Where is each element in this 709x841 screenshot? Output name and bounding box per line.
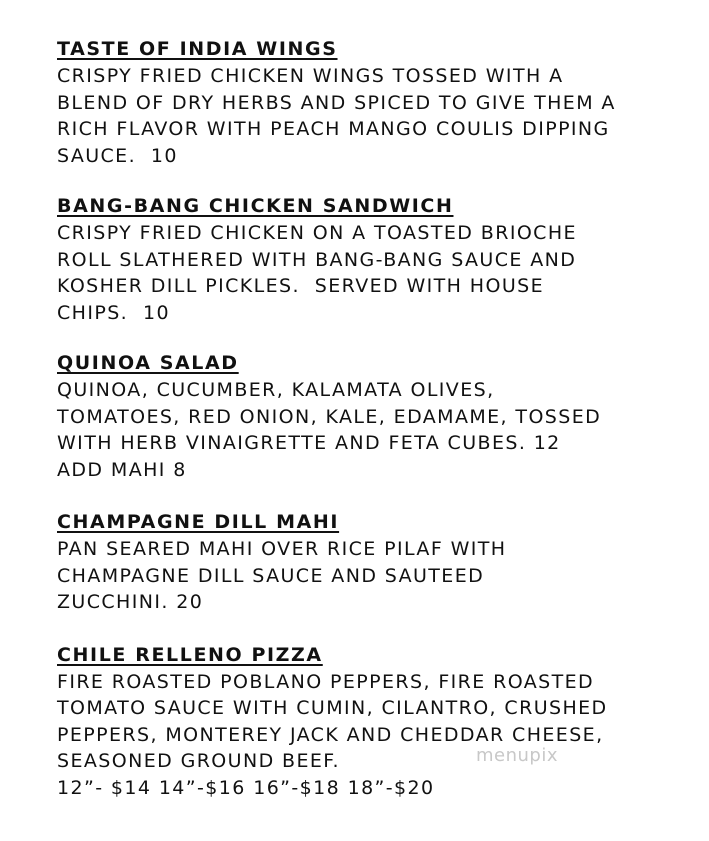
menu-item-champagne-dill-mahi	[57, 509, 697, 616]
menu-item-description-line: ROLL SLATHERED WITH BANG-BANG SAUCE AND	[57, 248, 577, 271]
menu-item-description-line: BLEND OF DRY HERBS AND SPICED TO GIVE THEM A	[57, 91, 616, 114]
menu-item-description-line: CHAMPAGNE DILL SAUCE AND SAUTEED	[57, 564, 485, 587]
menu-item-title: BANG-BANG CHICKEN SANDWICH	[57, 195, 454, 217]
menu-item-description-line: PAN SEARED MAHI OVER RICE PILAF WITH	[57, 538, 507, 560]
menu-item-title: CHAMPAGNE DILL MAHI	[57, 511, 340, 533]
menu-item-description-line: SAUCE. 10	[57, 144, 178, 167]
menu-item-description-line: QUINOA, CUCUMBER, KALAMATA OLIVES,	[57, 379, 495, 401]
item-spacer	[57, 169, 697, 193]
menu-item-title: TASTE OF INDIA WINGS	[57, 38, 338, 60]
item-spacer	[57, 326, 697, 350]
menu-item-description-line: SEASONED GROUND BEEF.	[57, 750, 340, 772]
menu-page	[57, 36, 697, 801]
menu-item-description-line: ZUCCHINI. 20	[57, 591, 204, 613]
menu-item-description-line: KOSHER DILL PICKLES. SERVED WITH HOUSE	[57, 275, 545, 297]
menu-item-description-line: PEPPERS, MONTEREY JACK AND CHEDDAR CHEESE,	[57, 723, 604, 746]
menu-item-description-line: WITH HERB VINAIGRETTE AND FETA CUBES. 12	[57, 432, 561, 454]
item-spacer	[57, 483, 697, 509]
menu-item-description-line: TOMATOES, RED ONION, KALE, EDAMAME, TOSSED	[57, 405, 602, 428]
menu-item-description-line: CRISPY FRIED CHICKEN ON A TOASTED BRIOCHE	[57, 222, 577, 244]
menu-item-description-line: CRISPY FRIED CHICKEN WINGS TOSSED WITH A	[57, 65, 564, 87]
menu-item-quinoa-salad	[57, 350, 697, 483]
menu-item-chile-relleno-pizza	[57, 642, 697, 802]
menu-item-description-line: CHIPS. 10	[57, 301, 170, 324]
item-spacer	[57, 616, 697, 642]
menu-item-description-line: RICH FLAVOR WITH PEACH MANGO COULIS DIPPING	[57, 118, 610, 140]
menu-item-description-line: TOMATO SAUCE WITH CUMIN, CILANTRO, CRUSHED	[57, 697, 608, 719]
menu-item-title: QUINOA SALAD	[57, 352, 239, 374]
menupix-watermark: menupix	[476, 745, 559, 766]
menu-item-title: CHILE RELLENO PIZZA	[57, 643, 323, 666]
menu-item-description-line: ADD MAHI 8	[57, 458, 187, 481]
menu-item-price-line: 12”- $14 14”-$16 16”-$18 18”-$20	[57, 776, 435, 799]
menu-item-description-line: FIRE ROASTED POBLANO PEPPERS, FIRE ROASTED	[57, 670, 595, 693]
menu-item-bang-bang-chicken-sandwich	[57, 193, 697, 326]
menu-item-taste-of-india-wings	[57, 36, 697, 169]
